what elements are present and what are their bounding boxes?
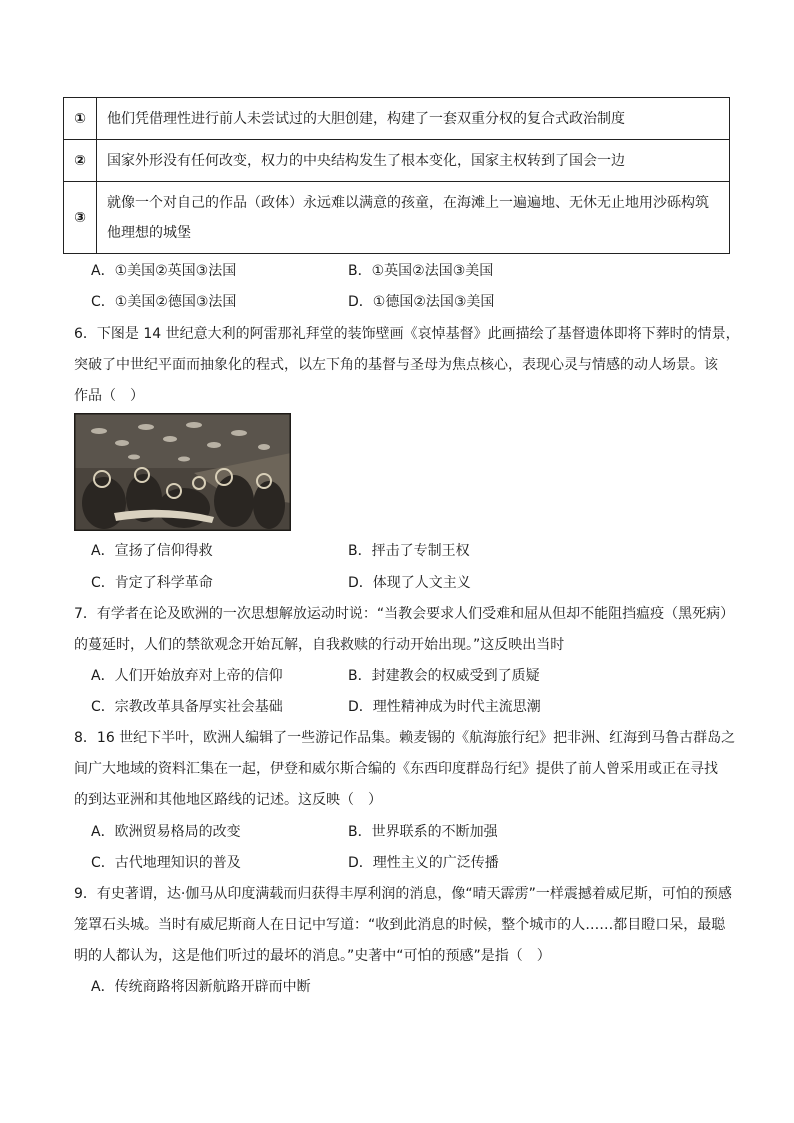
row-text: 国家外形没有任何改变，权力的中央结构发生了根本变化，国家主权转到了国会一边 bbox=[97, 140, 730, 182]
statement-table bbox=[63, 97, 730, 254]
table-row bbox=[64, 98, 730, 140]
q6-stem-line: 6．下图是 14 世纪意大利的阿雷那礼拜堂的装饰壁画《哀悼基督》此画描绘了基督遗体即将下葬时的情景， bbox=[74, 326, 740, 342]
q9-stem-line: 9．有史著谓，达·伽马从印度满载而归获得丰厚利润的消息，像“晴天霹雳”一样震撼着威尼斯，可怕的预感 bbox=[74, 886, 732, 902]
q8-option-b: B．世界联系的不断加强 bbox=[348, 824, 498, 840]
row-number: ② bbox=[64, 140, 97, 182]
lamentation-fresco-image bbox=[74, 413, 291, 531]
q6-stem-line: 作品（ ） bbox=[74, 388, 144, 404]
row-number: ① bbox=[64, 98, 97, 140]
q6-option-b: B．抨击了专制王权 bbox=[348, 543, 470, 559]
fresco-illustration bbox=[74, 413, 291, 531]
q8-option-a: A．欧洲贸易格局的改变 bbox=[91, 824, 241, 840]
table-row bbox=[64, 140, 730, 182]
q5-option-b: B．①英国②法国③美国 bbox=[348, 263, 494, 279]
q7-option-b: B．封建教会的权威受到了质疑 bbox=[348, 668, 540, 684]
q6-option-c: C．肯定了科学革命 bbox=[91, 575, 213, 591]
q6-option-a: A．宣扬了信仰得救 bbox=[91, 543, 213, 559]
row-text: 他们凭借理性进行前人未尝试过的大胆创建，构建了一套双重分权的复合式政治制度 bbox=[97, 98, 730, 140]
q7-option-a: A．人们开始放弃对上帝的信仰 bbox=[91, 668, 283, 684]
q7-stem-line: 的蔓延时，人们的禁欲观念开始瓦解，自我救赎的行动开始出现。”这反映出当时 bbox=[74, 637, 565, 653]
table-row bbox=[64, 182, 730, 254]
q8-stem-line: 的到达亚洲和其他地区路线的记述。这反映（ ） bbox=[74, 792, 382, 808]
q9-stem-line: 笼罩石头城。当时有威尼斯商人在日记中写道：“收到此消息的时候，整个城市的人……都目瞪口呆，最聪 bbox=[74, 917, 726, 933]
q5-option-d: D．①德国②法国③美国 bbox=[348, 294, 495, 310]
q9-option-a: A．传统商路将因新航路开辟而中断 bbox=[91, 979, 311, 995]
q9-stem-line: 明的人都认为，这是他们听过的最坏的消息。”史著中“可怕的预感”是指（ ） bbox=[74, 948, 551, 964]
q8-option-c: C．古代地理知识的普及 bbox=[91, 855, 241, 871]
q7-option-c: C．宗教改革具备厚实社会基础 bbox=[91, 699, 283, 715]
q5-option-c: C．①美国②德国③法国 bbox=[91, 294, 237, 310]
q8-option-d: D．理性主义的广泛传播 bbox=[348, 855, 499, 871]
q7-option-d: D．理性精神成为时代主流思潮 bbox=[348, 699, 541, 715]
q5-option-a: A．①美国②英国③法国 bbox=[91, 263, 237, 279]
row-number: ③ bbox=[64, 182, 97, 254]
q8-stem-line: 间广大地域的资料汇集在一起，伊登和威尔斯合编的《东西印度群岛行纪》提供了前人曾采用或正在寻找 bbox=[74, 761, 718, 777]
q6-stem-line: 突破了中世纪平面而抽象化的程式，以左下角的基督与圣母为焦点核心，表现心灵与情感的动人场景。该 bbox=[74, 357, 718, 373]
row-text: 就像一个对自己的作品（政体）永远难以满意的孩童，在海滩上一遍遍地、无休无止地用沙砾构筑他理想的城堡 bbox=[97, 182, 730, 254]
q8-stem-line: 8．16 世纪下半叶，欧洲人编辑了一些游记作品集。赖麦锡的《航海旅行纪》把非洲、红海到马鲁古群岛之 bbox=[74, 730, 736, 746]
q6-option-d: D．体现了人文主义 bbox=[348, 575, 471, 591]
q7-stem-line: 7．有学者在论及欧洲的一次思想解放运动时说：“当教会要求人们受难和屈从但却不能阻挡瘟疫（黑死病） bbox=[74, 606, 735, 622]
